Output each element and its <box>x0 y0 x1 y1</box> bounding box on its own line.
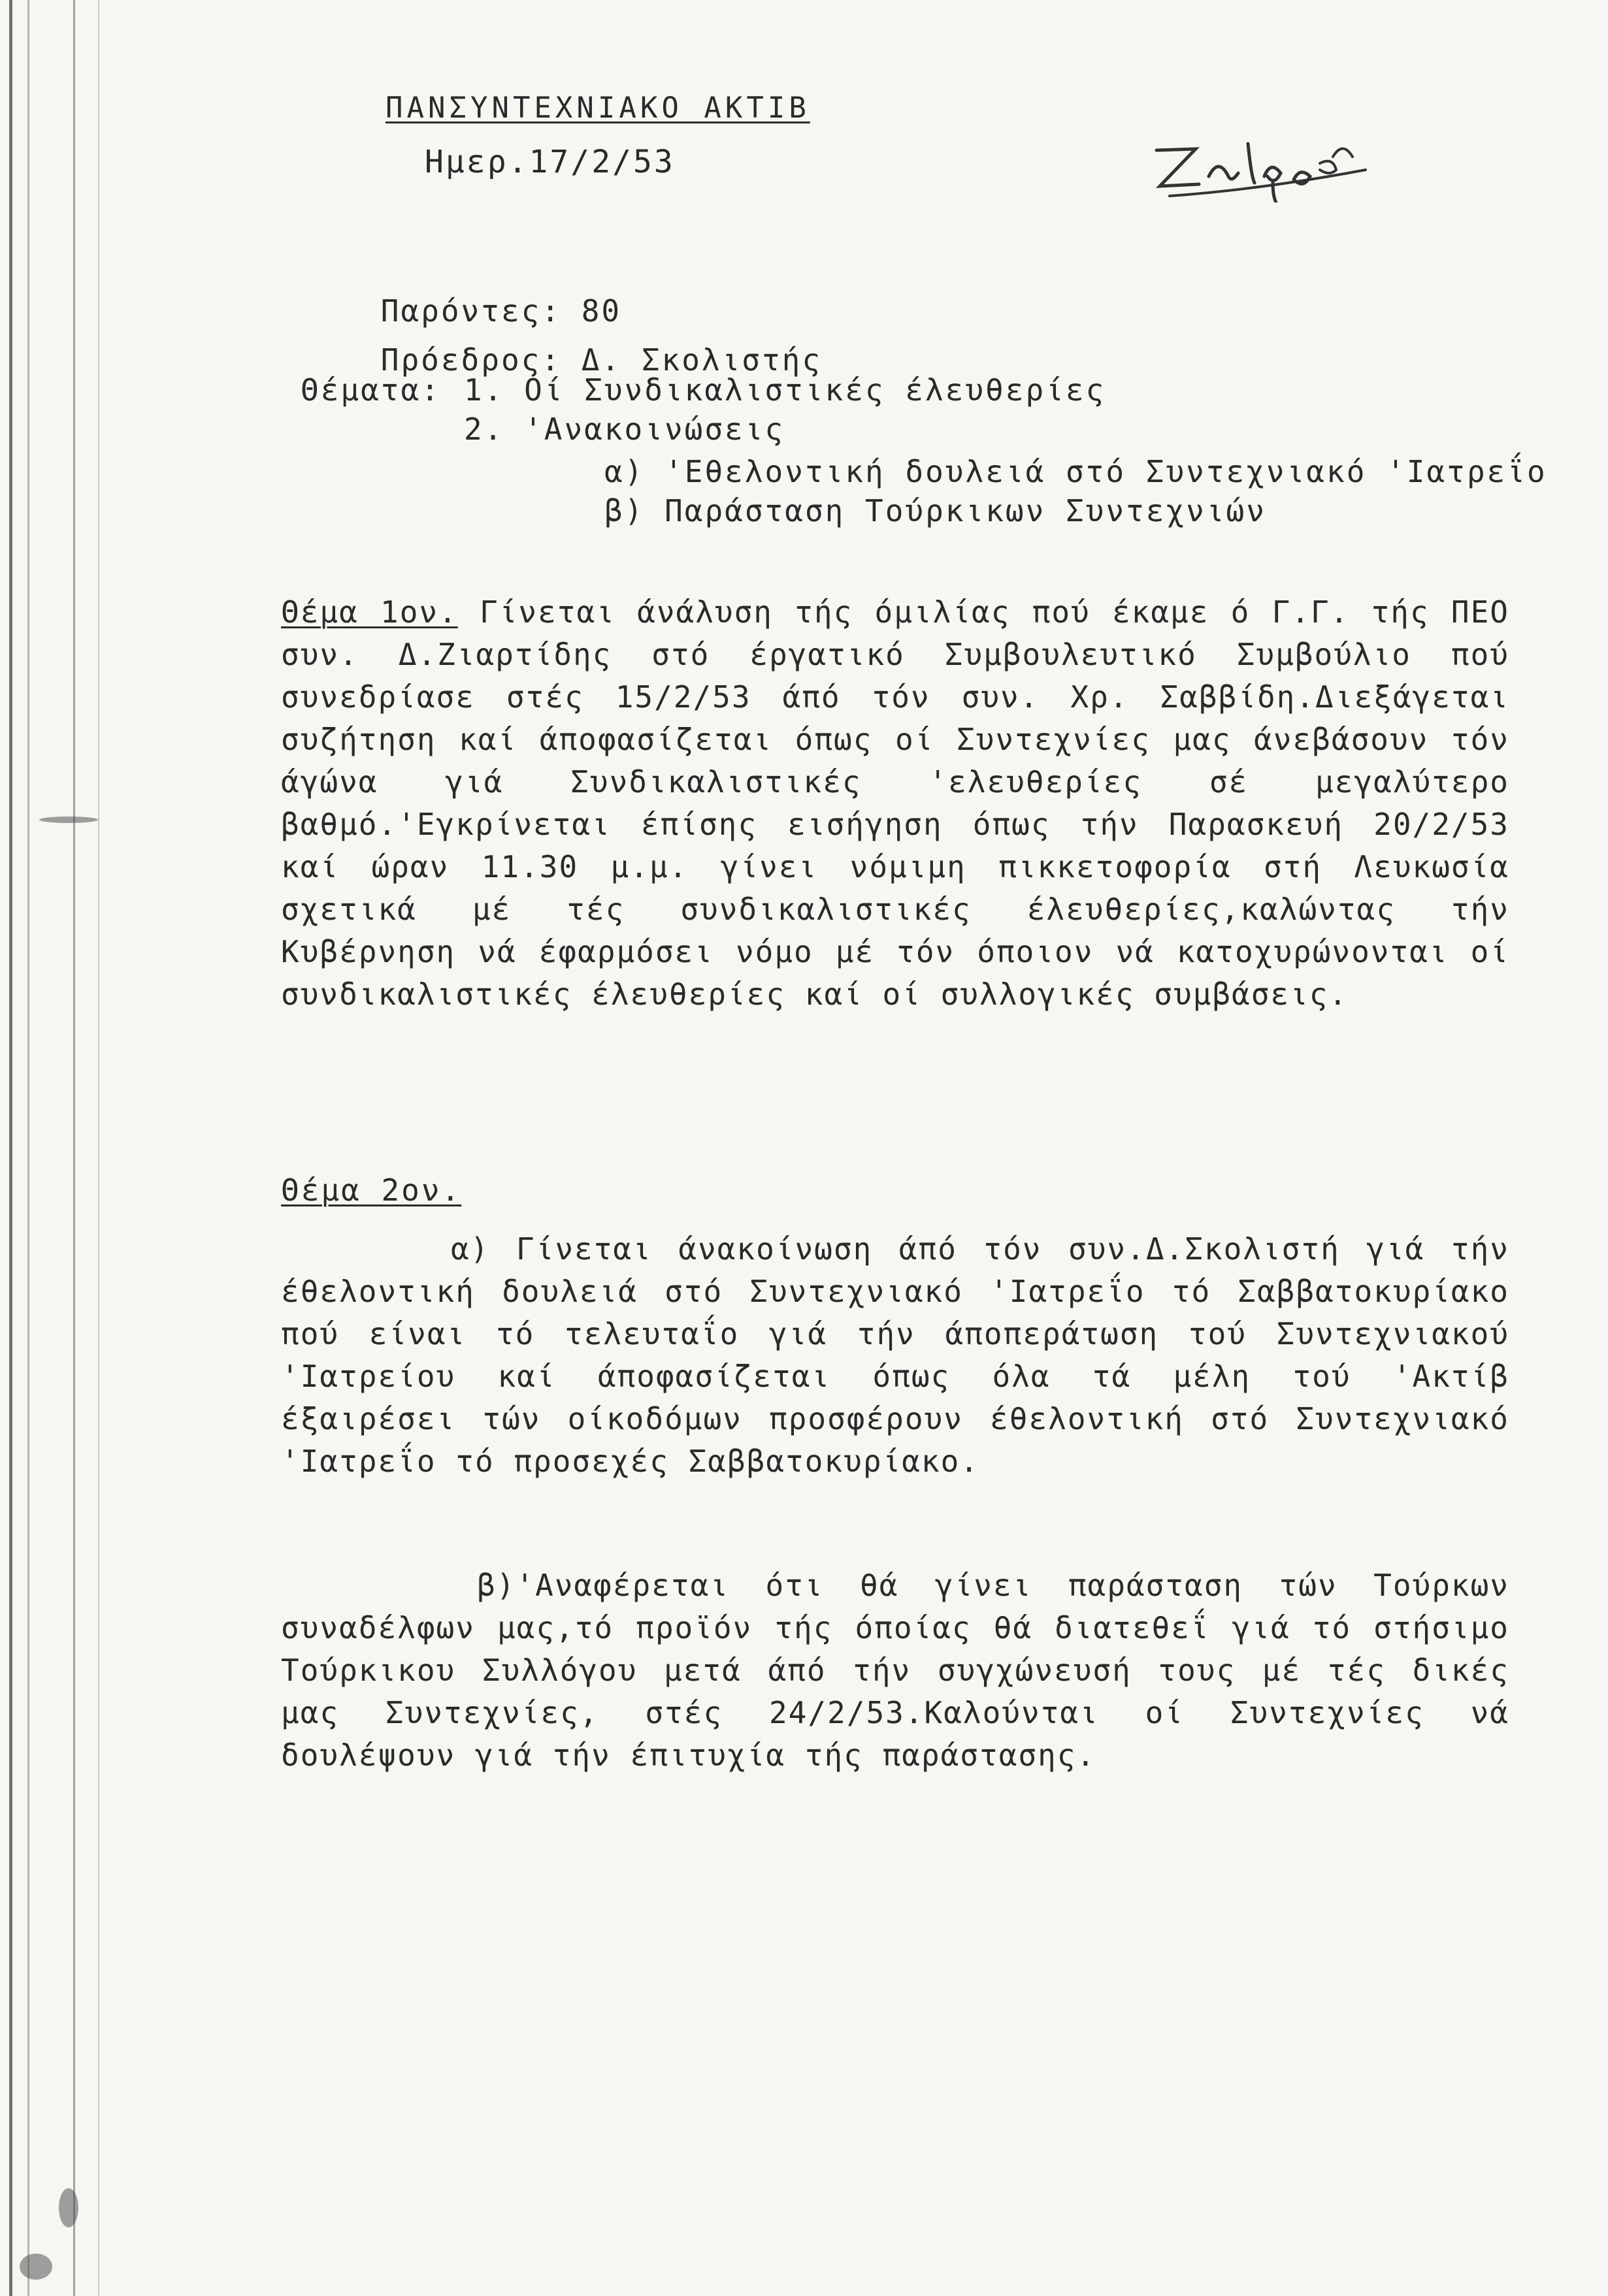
section-2-heading: Θέμα 2ον. <box>281 1172 462 1208</box>
agenda-label: Θέματα: <box>301 372 441 408</box>
section-2-para-a-text: α) Γίνεται άνακοίνωση άπό τόν συν.Δ.Σκολιστή γιά τήν έθελοντική δουλειά στό Συντεχνιακό 'Ιατρεΐο τό Σαββατοκυρίακο πού είναι τό τελευταΐο γιά τήν άποπεράτωση τού Συντεχνιακού 'Ιατρείου καί άποφασίζεται όπως όλα τά μέλη τού 'Ακτίβ έξαιρέσει τών οίκοδόμων προσφέρουν έθελοντική στό Συντεχνιακό 'Ιατρεΐο τό προσεχές Σαββατοκυρίακο. <box>281 1231 1509 1479</box>
section-2-paragraph-a <box>281 1228 1509 1483</box>
scan-edge-line <box>73 0 75 2296</box>
agenda-item-2b: β) Παράσταση Τούρκικων Συντεχνιών <box>604 493 1266 528</box>
present-label: Παρόντες: <box>380 293 562 329</box>
document-date: Ημερ.17/2/53 <box>425 144 675 180</box>
agenda-item-2: 2. 'Ανακοινώσεις <box>464 412 785 447</box>
agenda-item-1: 1. Οί Συνδικαλιστικές έλευθερίες <box>464 372 1106 408</box>
section-1-heading: Θέμα 1ον. <box>281 594 458 630</box>
scan-edge-line <box>27 0 29 2296</box>
scan-edge-line <box>9 0 12 2296</box>
section-2-paragraph-b <box>281 1564 1509 1777</box>
handwritten-note <box>1143 124 1379 202</box>
scan-speck <box>39 817 98 823</box>
chair-label: Πρόεδρος: <box>380 342 562 378</box>
scan-speck <box>59 2188 78 2227</box>
document-title: ΠΑΝΣΥΝΤΕΧΝΙΑΚΟ ΑΚΤΙΒ <box>386 91 810 125</box>
scan-speck <box>20 2254 52 2280</box>
scan-edge-line <box>98 0 99 2296</box>
section-1 <box>281 591 1509 1016</box>
agenda-item-2a: α) 'Εθελοντική δουλειά στό Συντεχνιακό 'Ιατρεΐο <box>604 454 1547 489</box>
present-value: 80 <box>581 293 622 329</box>
section-2-para-b-text: β)'Αναφέρεται ότι θά γίνει παράσταση τών Τούρκων συναδέλφων μας,τό προϊόν τής όποίας θά διατεθεΐ γιά τό στήσιμο Τούρκικου Συλλόγου μετά άπό τήν συγχώνευσή τους μέ τές δικές μας Συντεχνίες, στές 24/2/53.Καλούνται οί Συντεχνίες νά δουλέψουν γιά τήν έπιτυχία τής παράστασης. <box>281 1568 1509 1773</box>
section-1-body: Γίνεται άνάλυση τής όμιλίας πού έκαμε ό Γ.Γ. τής ΠΕΟ συν. Δ.Ζιαρτίδης στό έργατικό Συμβουλευτικό Συμβούλιο πού συνεδρίασε στές 15/2/53 άπό τόν συν. Χρ. Σαββίδη.Διεξάγεται συζήτηση καί άποφασίζεται όπως οί Συντεχνίες μας άνεβάσουν τόν άγώνα γιά Συνδικαλιστικές 'ελευθερίες σέ μεγαλύτερο βαθμό.'Εγκρίνεται έπίσης εισήγηση όπως τήν Παρασκευή 20/2/53 καί ώραν 11.30 μ.μ. γίνει νόμιμη πικκετοφορία στή Λευκωσία σχετικά μέ τές συνδικαλιστικές έλευθερίες,καλώντας τήν Κυβέρνηση νά έφαρμόσει νόμο μέ τόν όποιον νά κατοχυρώνονται οί συνδικαλιστικές έλευθερίες καί οί συλλογικές συμβάσεις. <box>281 594 1509 1012</box>
chair-value: Δ. Σκολιστής <box>581 342 823 378</box>
